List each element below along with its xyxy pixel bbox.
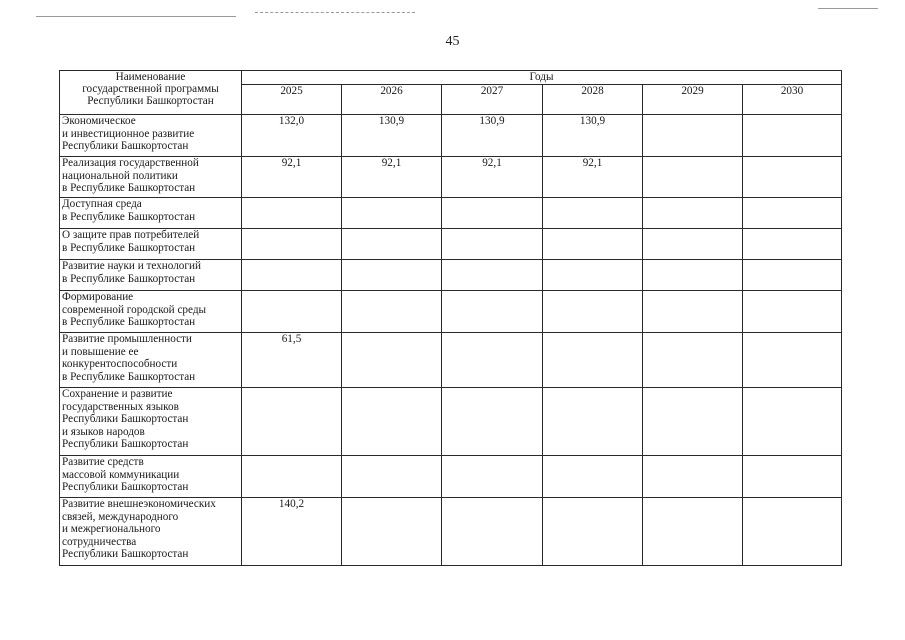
program-name-cell: Доступная среда в Республике Башкортостан [60, 198, 242, 229]
program-name-cell: Сохранение и развитие государственных языков Республики Башкортостан и языков народов Республики Башкортостан [60, 388, 242, 456]
value-cell [442, 498, 543, 566]
value-cell: 92,1 [543, 157, 643, 198]
value-cell [643, 198, 743, 229]
value-cell [543, 198, 643, 229]
value-cell [543, 229, 643, 260]
value-cell [342, 291, 442, 333]
scan-artifact-line [36, 16, 236, 17]
program-name-cell: Реализация государственной национальной политики в Республике Башкортостан [60, 157, 242, 198]
table-row [60, 333, 842, 388]
scan-artifact-line [818, 8, 878, 9]
value-cell [442, 333, 543, 388]
value-cell [242, 260, 342, 291]
value-cell [442, 198, 543, 229]
value-cell [442, 388, 543, 456]
value-cell [743, 115, 842, 157]
table-row [60, 198, 842, 229]
program-name-cell: Экономическое и инвестиционное развитие Республики Башкортостан [60, 115, 242, 157]
value-cell [342, 456, 442, 498]
table-row [60, 229, 842, 260]
value-cell [743, 157, 842, 198]
value-cell [242, 198, 342, 229]
value-cell [643, 333, 743, 388]
value-cell [743, 198, 842, 229]
table-row [60, 260, 842, 291]
program-name-cell: Развитие науки и технологий в Республике Башкортостан [60, 260, 242, 291]
value-cell [543, 456, 643, 498]
program-name-cell: Развитие промышленности и повышение ее конкурентоспособности в Республике Башкортостан [60, 333, 242, 388]
value-cell [743, 498, 842, 566]
year-header-cell: 2025 [242, 85, 342, 115]
value-cell [242, 291, 342, 333]
value-cell: 92,1 [242, 157, 342, 198]
scan-artifact-line [255, 12, 415, 13]
program-name-column-header [60, 71, 242, 115]
value-cell [643, 115, 743, 157]
value-cell [643, 456, 743, 498]
value-cell [543, 333, 643, 388]
table-row [60, 291, 842, 333]
value-cell: 132,0 [242, 115, 342, 157]
value-cell [743, 260, 842, 291]
table-row [60, 456, 842, 498]
value-cell [342, 498, 442, 566]
value-cell: 130,9 [442, 115, 543, 157]
value-cell [342, 260, 442, 291]
table-row [60, 115, 842, 157]
years-group-header: Годы [242, 71, 842, 85]
value-cell [643, 260, 743, 291]
value-cell [442, 229, 543, 260]
value-cell [442, 456, 543, 498]
value-cell [643, 229, 743, 260]
year-header-cell: 2028 [543, 85, 643, 115]
value-cell [743, 291, 842, 333]
value-cell [643, 498, 743, 566]
value-cell [743, 456, 842, 498]
program-name-cell: Формирование современной городской среды в Республике Башкортостан [60, 291, 242, 333]
value-cell: 130,9 [543, 115, 643, 157]
value-cell [342, 198, 442, 229]
value-cell [643, 291, 743, 333]
value-cell [442, 260, 543, 291]
program-name-cell: О защите прав потребителей в Республике Башкортостан [60, 229, 242, 260]
table-row [60, 388, 842, 456]
value-cell [743, 388, 842, 456]
table-row [60, 498, 842, 566]
value-cell [242, 229, 342, 260]
program-funding-table [59, 70, 842, 566]
program-name-cell: Развитие внешнеэкономических связей, международного и межрегионального сотрудничества Республики Башкортостан [60, 498, 242, 566]
table-row [60, 157, 842, 198]
program-name-header-text: Наименование государственной программы Республики Башкортостан [82, 71, 219, 107]
program-name-cell: Развитие средств массовой коммуникации Республики Башкортостан [60, 456, 242, 498]
value-cell [543, 260, 643, 291]
value-cell: 92,1 [442, 157, 543, 198]
value-cell: 92,1 [342, 157, 442, 198]
value-cell [643, 157, 743, 198]
value-cell [743, 229, 842, 260]
value-cell: 130,9 [342, 115, 442, 157]
value-cell [242, 388, 342, 456]
year-header-cell: 2027 [442, 85, 543, 115]
value-cell [543, 498, 643, 566]
value-cell: 140,2 [242, 498, 342, 566]
value-cell [442, 291, 543, 333]
page-number: 45 [445, 34, 460, 49]
value-cell [342, 388, 442, 456]
value-cell [543, 388, 643, 456]
year-header-cell: 2030 [743, 85, 842, 115]
value-cell [342, 229, 442, 260]
value-cell [543, 291, 643, 333]
value-cell [743, 333, 842, 388]
value-cell [242, 456, 342, 498]
value-cell [342, 333, 442, 388]
year-header-cell: 2029 [643, 85, 743, 115]
value-cell [643, 388, 743, 456]
value-cell: 61,5 [242, 333, 342, 388]
year-header-cell: 2026 [342, 85, 442, 115]
